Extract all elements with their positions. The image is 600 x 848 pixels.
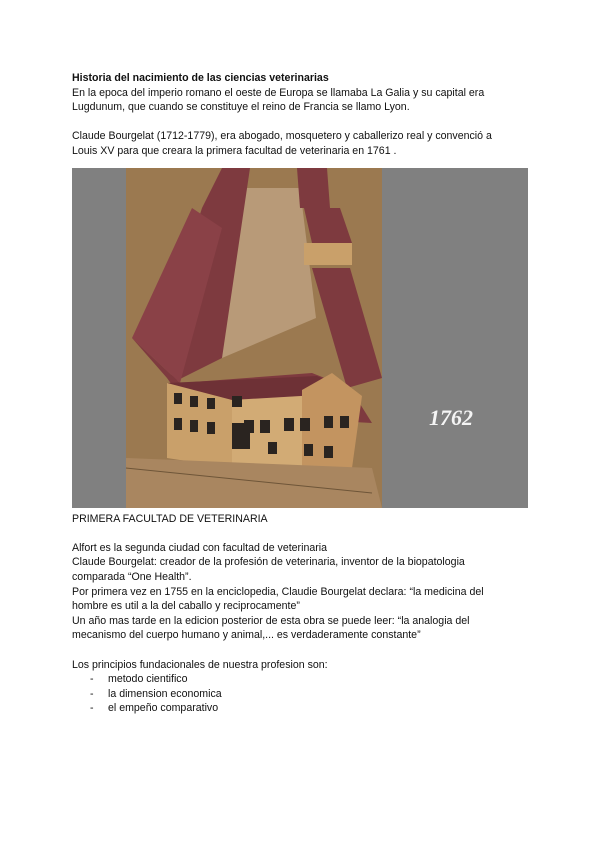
body-line-7: mecanismo del cuerpo humano y animal,... es verdaderamente constante” (72, 629, 421, 642)
body-line-4: Por primera vez en 1755 en la enciclopedia, Claudie Bourgelat declara: “la medicina del (72, 585, 484, 598)
list-item: - la dimension economica (72, 687, 532, 702)
body-line-5: hombre es util a la del caballo y reciprocamente” (72, 600, 300, 613)
principles-list (72, 672, 532, 716)
figure-caption: PRIMERA FACULTAD DE VETERINARIA (72, 512, 268, 525)
document-title: Historia del nacimiento de las ciencias veterinarias (72, 72, 329, 84)
principles-intro: Los principios fundacionales de nuestra profesion son: (72, 658, 328, 671)
bourgelat-line-2: Louis XV para que creara la primera facultad de veterinaria en 1761 . (72, 144, 397, 157)
historic-school-image (72, 168, 528, 508)
bourgelat-line-1: Claude Bourgelat (1712-1779), era abogado, mosquetero y caballerizo real y convenció a (72, 130, 492, 143)
document-page (72, 71, 532, 716)
body-line-6: Un año mas tarde en la edicion posterior de esta obra se puede leer: “la analogia del (72, 614, 470, 627)
body-line-3: comparada “One Health”. (72, 570, 192, 583)
body-line-1: Alfort es la segunda ciudad con facultad de veterinaria (72, 541, 328, 554)
body-line-2: Claude Bourgelat: creador de la profesión de veterinaria, inventor de la biopatologia (72, 556, 465, 569)
list-item: - el empeño comparativo (72, 701, 532, 716)
school-building-illustration (72, 168, 528, 508)
list-item: - metodo cientifico (72, 672, 532, 687)
intro-line-1: En la epoca del imperio romano el oeste de Europa se llamaba La Galia y su capital era (72, 86, 485, 99)
intro-line-2: Lugdunum, que cuando se constituye el reino de Francia se llamo Lyon. (72, 101, 410, 114)
year-label: 1762 (429, 404, 473, 430)
